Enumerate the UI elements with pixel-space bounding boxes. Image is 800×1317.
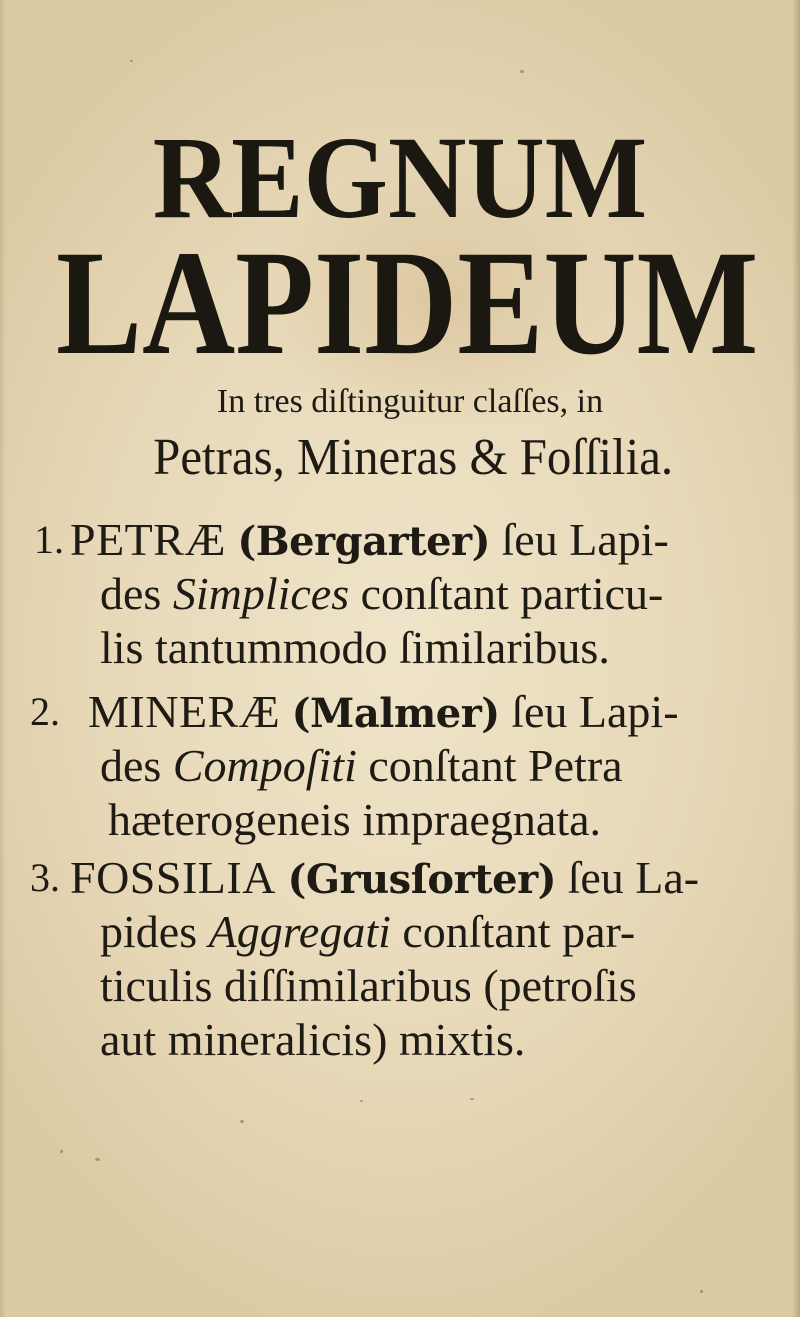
entry-line-3: hæterogeneis impraegnata. xyxy=(108,794,602,845)
title-line-1: REGNUM xyxy=(152,112,648,243)
entry-italic-term: Simplices xyxy=(172,568,350,619)
entry-number: 1. xyxy=(34,517,64,562)
paper-speck xyxy=(240,1120,244,1123)
entry-number: 2. xyxy=(30,689,60,734)
entry-german-term: (Bergarter) xyxy=(237,518,491,565)
paper-speck xyxy=(130,60,133,62)
subtitle xyxy=(0,382,800,422)
entry-line-2-post: conſtant particu- xyxy=(360,568,664,619)
entry-german-term: (Grusſorter) xyxy=(287,856,557,903)
entry-line-1 xyxy=(70,514,669,568)
entry-line-3: lis tantummodo ſimilaribus. xyxy=(100,622,610,673)
entry-line-1-rest: ſeu La- xyxy=(567,852,700,903)
paper-speck xyxy=(360,1100,363,1102)
entry-line-4: aut mineralicis) mixtis. xyxy=(100,1014,526,1065)
page-edge-right xyxy=(792,0,800,1317)
entry-line-1-rest: ſeu Lapi- xyxy=(511,686,679,737)
entry-line-2 xyxy=(100,906,635,958)
entry-line-2-pre: pides xyxy=(100,906,198,957)
entry-line-2-pre: des xyxy=(100,568,162,619)
paper-speck xyxy=(60,1150,63,1153)
entry-line-2 xyxy=(100,568,663,620)
subtitle-text: In tres diſtinguitur claſſes, in xyxy=(216,383,604,420)
entry-line-2-post: conſtant Petra xyxy=(368,740,623,791)
entry-name: PETRÆ xyxy=(70,514,226,565)
title-line-2: LAPIDEUM xyxy=(56,220,759,386)
entry-italic-term: Compoſiti xyxy=(172,740,357,791)
entry-name: FOSSILIA xyxy=(70,852,276,903)
entry-line-2-pre: des xyxy=(100,740,162,791)
paper-speck xyxy=(470,1098,474,1100)
entry-line-3: ticulis diſſimilaribus (petroſis xyxy=(100,960,637,1011)
paper-speck xyxy=(520,70,524,73)
entry-line-1 xyxy=(70,852,699,906)
classes-line: Petras, Mineras & Foſſilia. xyxy=(153,429,674,486)
entry-line-1 xyxy=(88,686,679,740)
entry-line-2 xyxy=(100,740,623,792)
entry-line-1-rest: ſeu Lapi- xyxy=(501,514,669,565)
entry-line-2-post: conſtant par- xyxy=(402,906,636,957)
entry-german-term: (Malmer) xyxy=(291,690,500,737)
entry-number: 3. xyxy=(30,855,60,900)
paper-speck xyxy=(700,1290,703,1293)
page-edge-left xyxy=(0,0,6,1317)
entry-italic-term: Aggregati xyxy=(208,906,391,957)
entry-name: MINERÆ xyxy=(88,686,281,737)
paper-speck xyxy=(95,1158,100,1161)
